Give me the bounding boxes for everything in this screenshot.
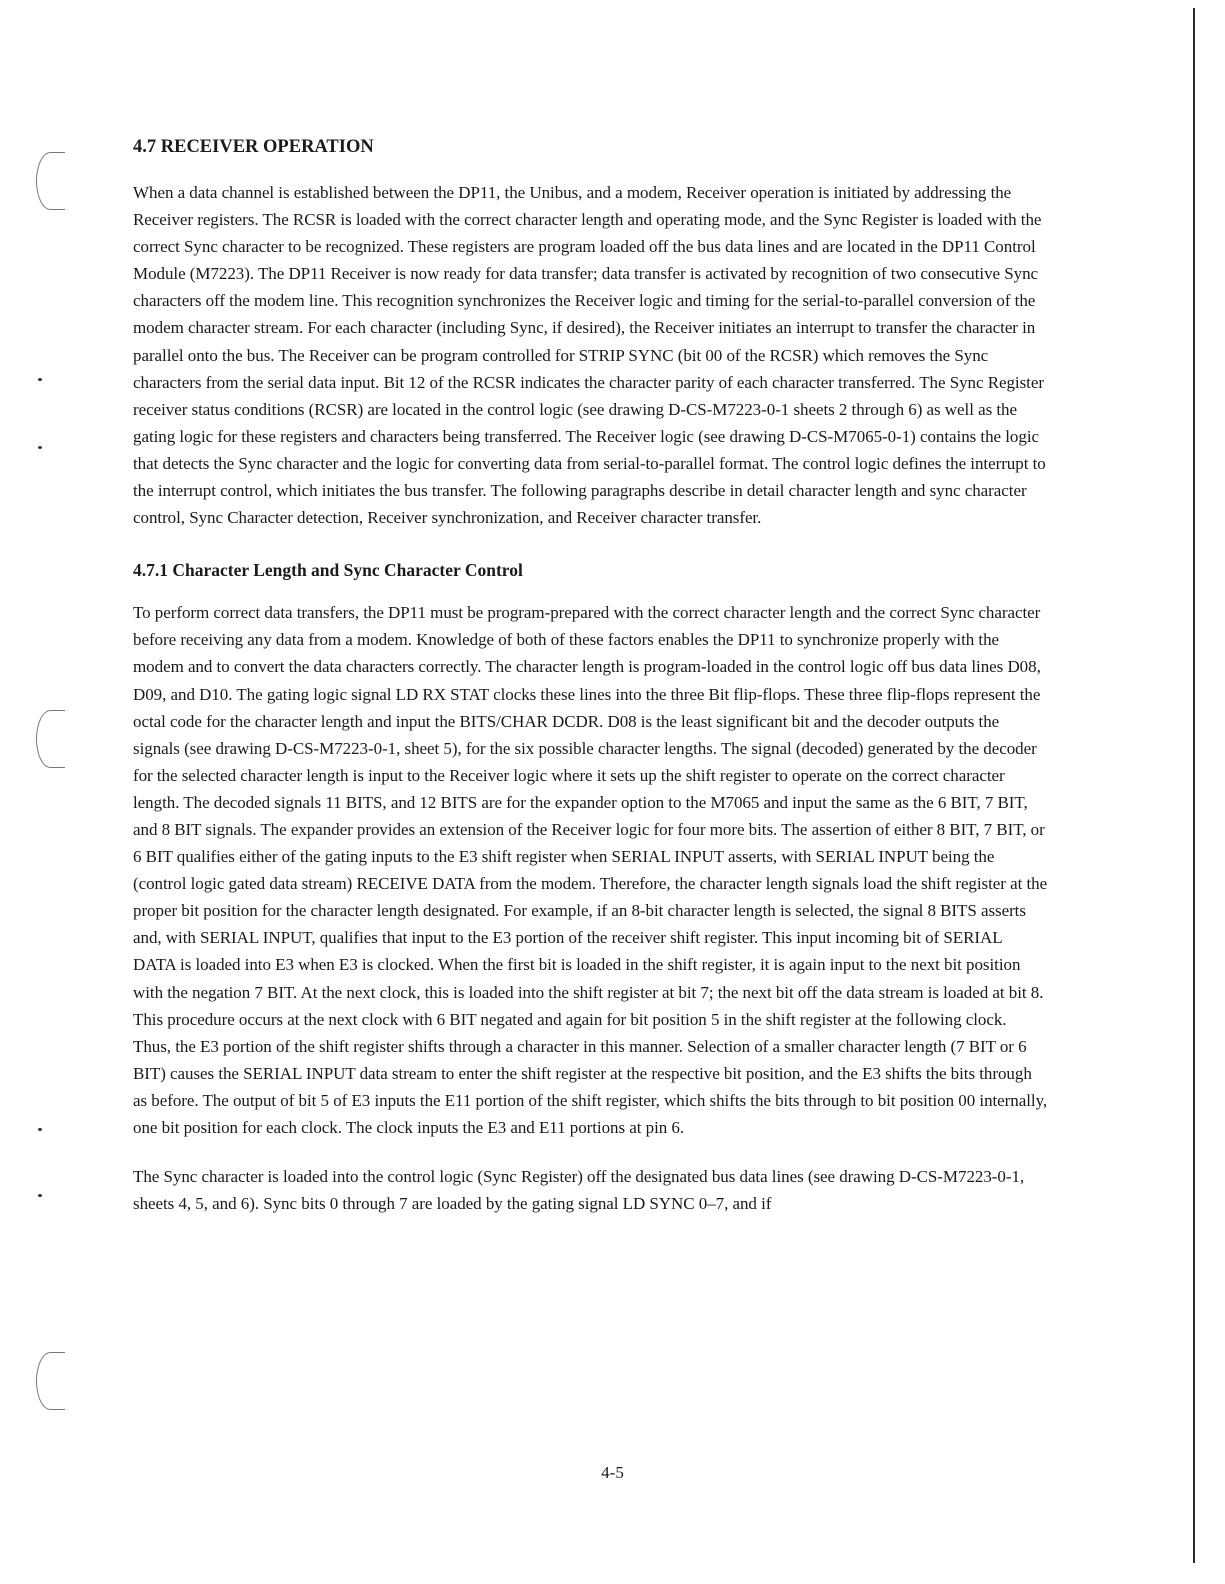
subsection-paragraph-1: To perform correct data transfers, the DP11 must be program-prepared with the correct character length and the correct Sync character before receiving any data from a modem. Knowledge of both of these factors enables the DP11 to synchronize properly with the modem and to convert the data characters correctly. The character length is program-loaded in the control logic off bus data lines D08, D09, and D10. The gating logic signal LD RX STAT clocks these lines into the three Bit flip-flops. These three flip-flops represent the octal code for the character length and input the BITS/CHAR DCDR. D08 is the least significant bit and the decoder outputs the signals (see drawing D-CS-M7223-0-1, sheet 5), for the six possible character lengths. The signal (decoded) generated by the decoder for the selected character length is input to the Receiver logic where it sets up the shift register to operate on the correct character length. The decoded signals 11 BITS, and 12 BITS are for the expander option to the M7065 and input the same as the 6 BIT, 7 BIT, and 8 BIT signals. The expander provides an extension of the Receiver logic for four more bits. The assertion of either 8 BIT, 7 BIT, or 6 BIT qualifies either of the gating inputs to the E3 shift register when SERIAL INPUT asserts, with SERIAL INPUT being the (control logic gated data stream) RECEIVE DATA from the modem. Therefore, the character length signals load the shift register at the proper bit position for the character length designated. For example, if an 8-bit character length is selected, the signal 8 BITS asserts and, with SERIAL INPUT, qualifies that input to the E3 portion of the receiver shift register. This input incoming bit of SERIAL DATA is loaded into E3 when E3 is clocked. When the first bit is loaded in the shift register, it is again input to the next bit position with the negation 7 BIT. At the next clock, this is loaded into the shift register at bit 7; the next bit off the data stream is loaded at bit 8. This procedure occurs at the next clock with 6 BIT negated and again for bit position 5 in the shift register at the following clock. Thus, the E3 portion of the shift register shifts through a character in this manner. Selection of a smaller character length (7 BIT or 6 BIT) causes the SERIAL INPUT data stream to enter the shift register at the respective bit position, and the E3 shifts the bits through as before. The output of bit 5 of E3 inputs the E11 portion of the shift register, which shifts the bits through to bit position 00 internally, one bit position for each clock. The clock inputs the E3 and E11 portions at pin 6. bbox=[133, 603, 1048, 1137]
document-body bbox=[133, 134, 1048, 1217]
subsection-paragraph-2: The Sync character is loaded into the control logic (Sync Register) off the designated bus data lines (see drawing D-CS-M7223-0-1, sheets 4, 5, and 6). Sync bits 0 through 7 are loaded by the gating signal LD SYNC 0–7, and if bbox=[133, 1167, 1025, 1214]
scan-speck bbox=[38, 446, 42, 449]
binder-hole-mark bbox=[36, 710, 65, 768]
page-number: 4-5 bbox=[601, 1463, 624, 1482]
binder-hole-mark bbox=[36, 152, 65, 210]
binder-hole-mark bbox=[36, 1352, 65, 1410]
scan-speck bbox=[38, 1194, 42, 1197]
section-paragraph: When a data channel is established between the DP11, the Unibus, and a modem, Receiver operation is initiated by addressing the Receiver registers. The RCSR is loaded with the correct character length and operating mode, and the Sync Register is loaded with the correct Sync character to be recognized. These registers are program loaded off the bus data lines and are located in the DP11 Control Module (M7223). The DP11 Receiver is now ready for data transfer; data transfer is activated by recognition of two consecutive Sync characters off the modem line. This recognition synchronizes the Receiver logic and timing for the serial-to-parallel conversion of the modem character stream. For each character (including Sync, if desired), the Receiver initiates an interrupt to transfer the character in parallel onto the bus. The Receiver can be program controlled for STRIP SYNC (bit 00 of the RCSR) which removes the Sync characters from the serial data input. Bit 12 of the RCSR indicates the character parity of each character transferred. The Sync Register receiver status conditions (RCSR) are located in the control logic (see drawing D-CS-M7223-0-1 sheets 2 through 6) as well as the gating logic for these registers and characters being transferred. The Receiver logic (see drawing D-CS-M7065-0-1) contains the logic that detects the Sync character and the logic for converting data from serial-to-parallel format. The control logic defines the interrupt to the interrupt control, which initiates the bus transfer. The following paragraphs describe in detail character length and sync character control, Sync Character detection, Receiver synchronization, and Receiver character transfer. bbox=[133, 183, 1046, 528]
scan-speck bbox=[38, 378, 42, 381]
scan-speck bbox=[38, 1128, 42, 1131]
page-edge-line bbox=[1193, 8, 1195, 1563]
section-heading: 4.7 RECEIVER OPERATION bbox=[133, 137, 374, 157]
subsection-heading: 4.7.1 Character Length and Sync Character Control bbox=[133, 560, 523, 581]
